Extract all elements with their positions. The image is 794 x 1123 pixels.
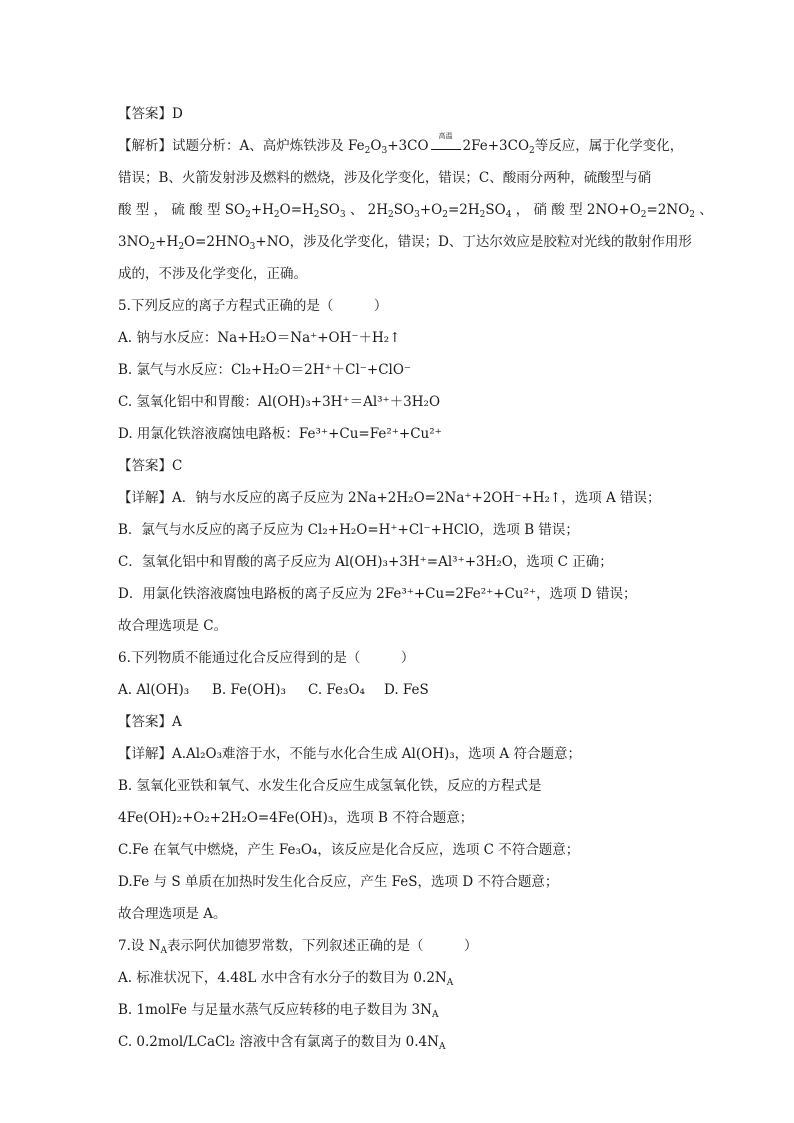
q5-answer: 【答案】C	[118, 458, 183, 474]
q5-option-b: B. 氯气与水反应：Cl₂+H₂O＝2H⁺＋Cl⁻+ClO⁻	[118, 362, 412, 378]
q6-detail-b1: B. 氢氧化亚铁和氧气、水发生化合反应生成氢氧化铁，反应的方程式是	[118, 778, 542, 794]
q5-option-d: D. 用氯化铁溶液腐蚀电路板：Fe³⁺+Cu=Fe²⁺+Cu²⁺	[118, 426, 442, 442]
q6-answer: 【答案】A	[118, 714, 182, 730]
q6-options	[118, 680, 429, 700]
q5-detail-d: D．用氯化铁溶液腐蚀电路板的离子反应为 2Fe³⁺+Cu=2Fe²⁺+Cu²⁺，选项 D 错误；	[118, 586, 637, 602]
q5-conclusion: 故合理选项是 C。	[118, 618, 228, 634]
q4-answer: 【答案】D	[118, 106, 183, 122]
q7-option-a: A. 标准状况下，4.48L 水中含有水分子的数目为 $0.2N_A$	[118, 970, 454, 988]
q5-detail-a: 【详解】A．钠与水反应的离子反应为 2Na+2H₂O=2Na⁺+2OH⁻+H₂↑，选项 A 错误；	[118, 490, 661, 506]
q4-analysis-line-4: $3NO_2+H_2O=2HNO_3+NO$，涉及化学变化，错误；D、丁达尔效应是胶粒对光线的散射作用形	[118, 234, 692, 252]
q4-analysis-line-5: 成的，不涉及化学变化，正确。	[118, 266, 307, 282]
q6-detail-c: C.Fe 在氧气中燃烧，产生 Fe₃O₄，该反应是化合反应，选项 C 不符合题意；	[118, 842, 580, 858]
q7-stem: 7.设 $N_A$表示阿伏加德罗常数，下列叙述正确的是（ ）	[118, 938, 478, 956]
q4-analysis-line-2: 错误；B、火箭发射涉及燃料的燃烧，涉及化学变化，错误；C、酸雨分两种，硫酸型与硝	[118, 170, 652, 186]
q6-detail-b2: 4Fe(OH)₂+O₂+2H₂O=4Fe(OH)₃，选项 B 不符合题意；	[118, 810, 474, 826]
q5-stem: 5.下列反应的离子方程式正确的是（ ）	[118, 298, 388, 314]
q4-analysis-line-1: 【解析】试题分析：A、高炉炼铁涉及 $Fe_2O_3+3CO$ 高温 $2Fe+3CO_2$等反应，属于化学变化，	[118, 132, 684, 156]
q6-stem: 6.下列物质不能通过化合反应得到的是（ ）	[118, 650, 415, 666]
q6-conclusion: 故合理选项是 A。	[118, 906, 227, 922]
q5-detail-b: B．氯气与水反应的离子反应为 Cl₂+H₂O=H⁺+Cl⁻+HClO，选项 B 错误；	[118, 522, 579, 538]
q6-option-a: A. Al(OH)₃	[118, 682, 190, 698]
q6-detail-a: 【详解】A.Al₂O₃难溶于水，不能与水化合生成 Al(OH)₃，选项 A 符合题意；	[118, 746, 581, 762]
q5-option-a: A. 钠与水反应：Na+H₂O＝Na⁺+OH⁻＋H₂↑	[118, 330, 401, 346]
q6-option-d: D. FeS	[384, 682, 429, 698]
q7-option-b: B. 1molFe 与足量水蒸气反应转移的电子数目为 $3N_A$	[118, 1002, 439, 1020]
q7-option-c: C. 0.2mol/LCaCl₂ 溶液中含有氯离子的数目为 $0.4N_A$	[118, 1034, 446, 1052]
q6-option-b: B. Fe(OH)₃	[212, 682, 286, 698]
reaction-condition: 高温	[431, 140, 461, 150]
q6-detail-d: D.Fe 与 S 单质在加热时发生化合反应，产生 FeS，选项 D 不符合题意；	[118, 874, 559, 890]
q4-analysis-line-3: 酸 型 ， 硫 酸 型 $SO_2+H_2O=H_2SO_3$ 、 $2H_2SO_3+O_2=2H_2SO_4$ ， 硝 酸 型 $2NO+O_2=2NO_2$ 、	[118, 202, 713, 220]
q5-option-c: C. 氢氧化铝中和胃酸：Al(OH)₃+3H⁺＝Al³⁺＋3H₂O	[118, 394, 441, 410]
q5-detail-c: C．氢氧化铝中和胃酸的离子反应为 Al(OH)₃+3H⁺=Al³⁺+3H₂O，选项 C 正确；	[118, 554, 613, 570]
q6-option-c: C. Fe₃O₄	[308, 682, 365, 698]
